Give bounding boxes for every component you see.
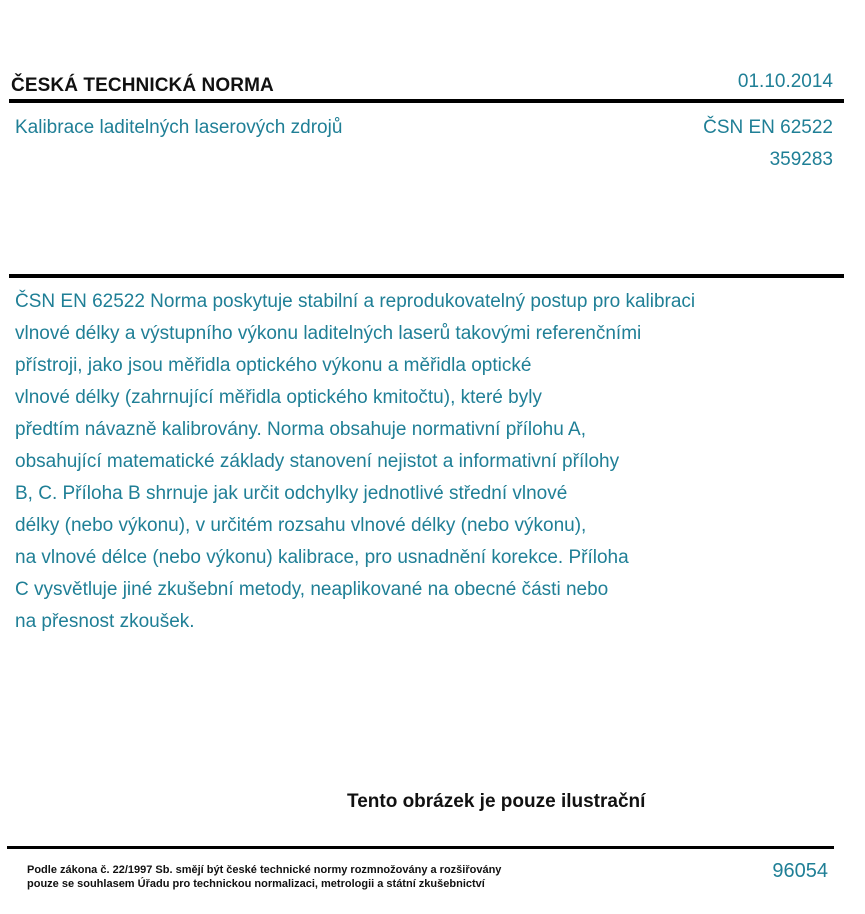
standard-heading: ČESKÁ TECHNICKÁ NORMA	[11, 75, 274, 96]
header-divider	[9, 99, 844, 103]
abstract-line: na přesnost zkoušek.	[15, 611, 195, 632]
abstract-text	[15, 286, 835, 638]
abstract-line: B, C. Příloha B shrnuje jak určit odchylky jednotlivé střední vlnové	[15, 483, 568, 504]
legal-notice-line: pouze se souhlasem Úřadu pro technickou normalizaci, metrologii a státní zkušebnictví	[27, 878, 485, 890]
legal-notice	[27, 863, 501, 891]
catalog-number: 96054	[772, 860, 828, 882]
section-divider	[9, 274, 844, 278]
abstract-line: C vysvětluje jiné zkušební metody, neaplikované na obecné části nebo	[15, 579, 609, 600]
illustration-note: Tento obrázek je pouze ilustrační	[347, 791, 646, 812]
publication-date: 01.10.2014	[737, 71, 833, 92]
abstract-line: délky (nebo výkonu), v určitém rozsahu vlnové délky (nebo výkonu),	[15, 515, 587, 536]
abstract-line: vlnové délky (zahrnující měřidla optického kmitočtu), které byly	[15, 387, 542, 408]
abstract-line: ČSN EN 62522 Norma poskytuje stabilní a reprodukovatelný postup pro kalibraci	[15, 291, 696, 312]
abstract-line: vlnové délky a výstupního výkonu laditelných laserů takovými referenčními	[15, 323, 642, 344]
classification-code: 359283	[769, 149, 833, 170]
footer-divider	[7, 846, 834, 849]
abstract-line: předtím návazně kalibrovány. Norma obsahuje normativní přílohu A,	[15, 419, 587, 440]
abstract-line: přístroji, jako jsou měřidla optického výkonu a měřidla optické	[15, 355, 532, 376]
legal-notice-line: Podle zákona č. 22/1997 Sb. smějí být české technické normy rozmnožovány a rozšiřovány	[27, 864, 502, 876]
abstract-line: obsahující matematické základy stanovení nejistot a informativní přílohy	[15, 451, 620, 472]
standard-number: ČSN EN 62522	[703, 117, 833, 138]
abstract-line: na vlnové délce (nebo výkonu) kalibrace, pro usnadnění korekce. Příloha	[15, 547, 629, 568]
document-title: Kalibrace laditelných laserových zdrojů	[15, 117, 343, 138]
